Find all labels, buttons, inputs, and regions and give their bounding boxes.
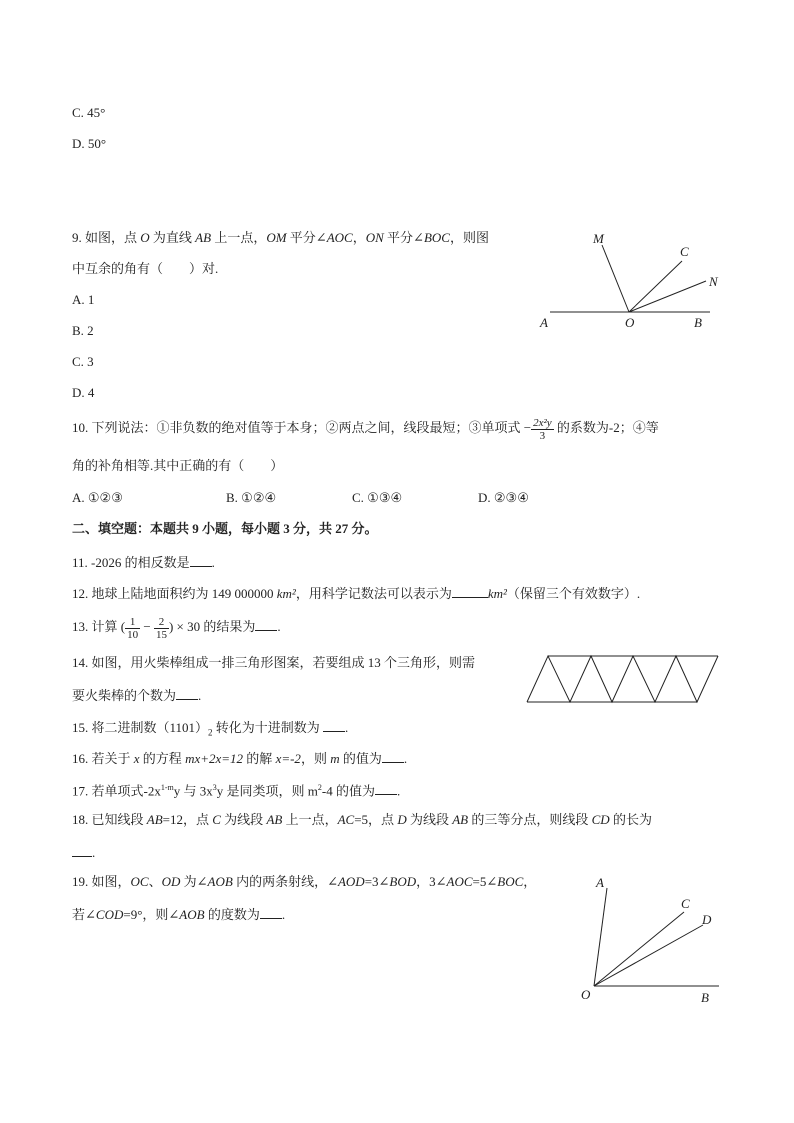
q14-stem-line2: 要火柴棒的个数为 .: [72, 688, 202, 703]
q15-answer-blank[interactable]: [323, 718, 345, 732]
q18-answer-blank[interactable]: [72, 843, 92, 857]
q17-answer-blank[interactable]: [375, 781, 397, 795]
q19-stem-line1: 19. 如图，OC、OD 为∠AOB 内的两条射线，∠AOD=3∠BOD，3∠AOC=5∠BOC，: [72, 874, 537, 889]
q8-option-d: D. 50°: [72, 136, 107, 151]
q19-answer-blank[interactable]: [260, 905, 282, 919]
q14-stem-line1: 14. 如图，用火柴棒组成一排三角形图案，若要组成 13 个三角形，则需: [72, 655, 476, 670]
q10-option-b: B. ①②④: [226, 490, 277, 505]
label-m: M: [593, 231, 604, 246]
label-d: D: [702, 912, 712, 927]
q9-stem-line2: 中互余的角有（ ）对.: [72, 261, 219, 276]
q9-option-b: B. 2: [72, 323, 94, 338]
q16-stem: 16. 若关于 x 的方程 mx+2x=12 的解 x=-2，则 m 的值为 .: [72, 751, 408, 766]
q10-option-d: D. ②③④: [478, 490, 529, 505]
q19-angle-figure: [575, 872, 725, 1007]
ray-oc: [594, 912, 684, 986]
q12-stem: 12. 地球上陆地面积约为 149 000000 km²，用科学记数法可以表示为 km²（保留三个有效数字）.: [72, 586, 641, 601]
q13-answer-blank[interactable]: [255, 617, 277, 631]
q10-option-c: C. ①③④: [352, 490, 403, 505]
q9-angle-figure: [530, 225, 730, 335]
q11-stem: 11. -2026 的相反数是 .: [72, 555, 215, 570]
ray-oc: [629, 261, 682, 312]
q9-option-d: D. 4: [72, 385, 95, 400]
q14-answer-blank[interactable]: [176, 686, 198, 700]
q16-answer-blank[interactable]: [382, 749, 404, 763]
q10-stem-line1: 10. 下列说法：①非负数的绝对值等于本身；②两点之间，线段最短；③单项式 − $\frac{\text{2x²y}}{3}$ 的系数为-2；④等: [72, 416, 659, 442]
q9-option-a: A. 1: [72, 292, 95, 307]
label-c: C: [681, 896, 690, 911]
q14-matchstick-figure: [524, 652, 724, 706]
q9-option-c: C. 3: [72, 354, 94, 369]
q10-stem-line2: 角的补角相等.其中正确的有（ ）: [72, 458, 284, 473]
ray-oa: [594, 888, 607, 986]
q17-stem: 17. 若单项式$-2x^{1-m}y$ 与 $3x^3y$ 是同类项，则 $m^2-4$ 的值为 .: [72, 783, 401, 799]
section-heading-fill-in: 二、填空题：本题共 9 小题，每小题 3 分，共 27 分。: [72, 521, 378, 536]
q18-stem: 18. 已知线段 AB=12，点 C 为线段 AB 上一点，AC=5，点 D 为线段 AB 的三等分点，则线段 CD 的长为: [72, 812, 652, 827]
ray-on: [629, 281, 706, 312]
label-n: N: [709, 274, 718, 289]
label-o: O: [581, 987, 591, 1002]
ray-od: [594, 925, 703, 986]
q13-stem: 13. 计算 ( $\frac{1}{10}$ − $\frac{2}{15}$ ) × 30 的结果为 .: [72, 615, 281, 641]
q10-fraction: $\frac{\text{2x²y}}{3}$: [533, 416, 552, 442]
q9-stem-line1: 9. 如图，点 O 为直线 AB 上一点，OM 平分∠AOC，ON 平分∠BOC，则图: [72, 230, 489, 245]
q11-answer-blank[interactable]: [190, 553, 212, 567]
q12-answer-blank[interactable]: [452, 584, 488, 598]
q19-stem-line2: 若∠COD=9°，则∠AOB 的度数为 .: [72, 907, 286, 922]
q8-option-c: C. 45°: [72, 105, 106, 120]
label-c: C: [680, 244, 689, 259]
ray-om: [602, 245, 629, 312]
label-a: A: [540, 315, 548, 330]
label-b: B: [694, 315, 702, 330]
q18-answer-line: .: [72, 843, 95, 861]
q10-option-a: A. ①②③: [72, 490, 123, 505]
label-o: O: [625, 315, 635, 330]
label-a: A: [596, 875, 604, 890]
q15-stem: 15. 将二进制数$(1101)_2$ 转化为十进制数为 .: [72, 720, 349, 738]
label-b: B: [701, 990, 709, 1005]
